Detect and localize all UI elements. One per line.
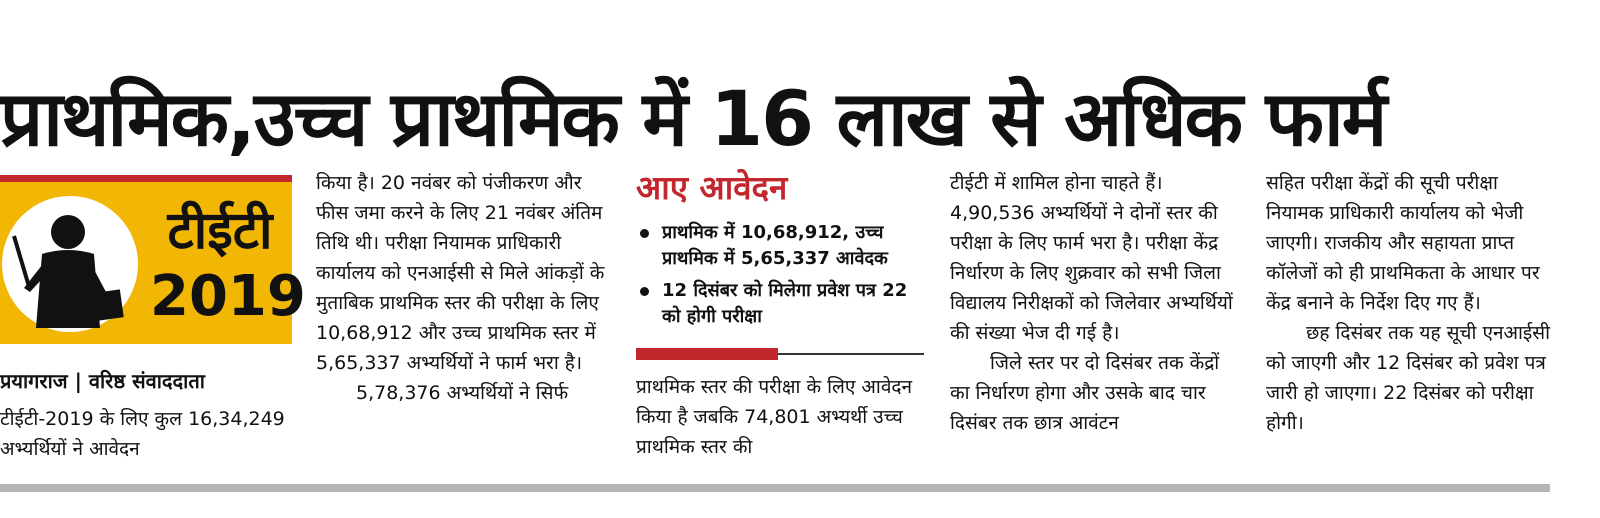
column-1-text: टीईटी-2019 के लिए कुल 16,34,249 अभ्यर्थियों ने आवेदन: [0, 408, 285, 460]
bullet-dot-icon: [640, 287, 649, 296]
headline: प्राथमिक,उच्च प्राथमिक में 16 लाख से अधिक फार्म: [0, 73, 1386, 163]
column-4: [950, 168, 1240, 438]
teacher-pointer-icon: [2, 196, 138, 332]
box-bullet-text: प्राथमिक में 10,68,912, उच्च प्राथमिक में 5,65,337 आवेदक: [662, 222, 888, 269]
column-5: [1266, 168, 1558, 438]
box-bullet-text: 12 दिसंबर को मिलेगा प्रवेश पत्र 22 को होगी परीक्षा: [662, 280, 908, 327]
column-3: [636, 372, 926, 462]
badge-title: टीईटी: [167, 201, 273, 261]
box-title: आए आवेदन: [636, 168, 788, 207]
column-1: [0, 404, 285, 464]
bottom-rule: [0, 484, 1550, 492]
box-divider-accent: [636, 348, 778, 360]
dateline: प्रयागराज | वरिष्ठ संवाददाता: [0, 369, 205, 393]
bullet-dot-icon: [640, 229, 649, 238]
column-3-text: प्राथमिक स्तर की परीक्षा के लिए आवेदन किया है जबकि 74,801 अभ्यर्थी उच्च प्राथमिक स्तर की: [636, 376, 913, 458]
column-2-paragraph-1: किया है। 20 नवंबर को पंजीकरण और फीस जमा करने के लिए 21 नवंबर अंतिम तिथि थी। परीक्षा नियामक प्राधिकारी कार्यालय को एनआईसी से मिले आंकड़ों के मुताबिक प्राथमिक स्तर की परीक्षा के लिए 10,68,912 और उच्च प्राथमिक स्तर में 5,65,337 अभ्यर्थियों ने फार्म भरा है।: [316, 172, 605, 374]
box-divider-line: [778, 353, 924, 355]
column-4-paragraph-1: टीईटी में शामिल होना चाहते हैं। 4,90,536 अभ्यर्थियों ने दोनों स्तर की परीक्षा के लिए फार्म भरा है। परीक्षा केंद्र निर्धारण के लिए शुक्रवार को सभी जिला विद्यालय निरीक्षकों को जिलेवार अभ्यर्थियों की संख्या भेज दी गई है।: [950, 172, 1233, 344]
box-bullet-item: [636, 220, 926, 272]
box-bullet-list: [636, 220, 926, 336]
column-5-paragraph-1: सहित परीक्षा केंद्रों की सूची परीक्षा नियामक प्राधिकारी कार्यालय को भेजी जाएगी। राजकीय और सहायता प्राप्त कॉलेजों को ही प्राथमिकता के आधार पर केंद्र बनाने के निर्देश दिए गए हैं।: [1266, 172, 1540, 314]
column-2-paragraph-2: 5,78,376 अभ्यर्थियों ने सिर्फ: [356, 382, 569, 404]
column-5-paragraph-2: छह दिसंबर तक यह सूची एनआईसी को जाएगी और 12 दिसंबर को प्रवेश पत्र जारी हो जाएगा। 22 दिसंबर को परीक्षा होगी।: [1266, 322, 1551, 434]
column-2: [316, 168, 606, 408]
badge-year: 2019: [150, 264, 306, 329]
tet-badge: [0, 175, 306, 344]
box-bullet-item: [636, 278, 926, 330]
column-4-paragraph-2: जिले स्तर पर दो दिसंबर तक केंद्रों का निर्धारण होगा और उसके बाद चार दिसंबर तक छात्र आवंटन: [950, 352, 1220, 434]
